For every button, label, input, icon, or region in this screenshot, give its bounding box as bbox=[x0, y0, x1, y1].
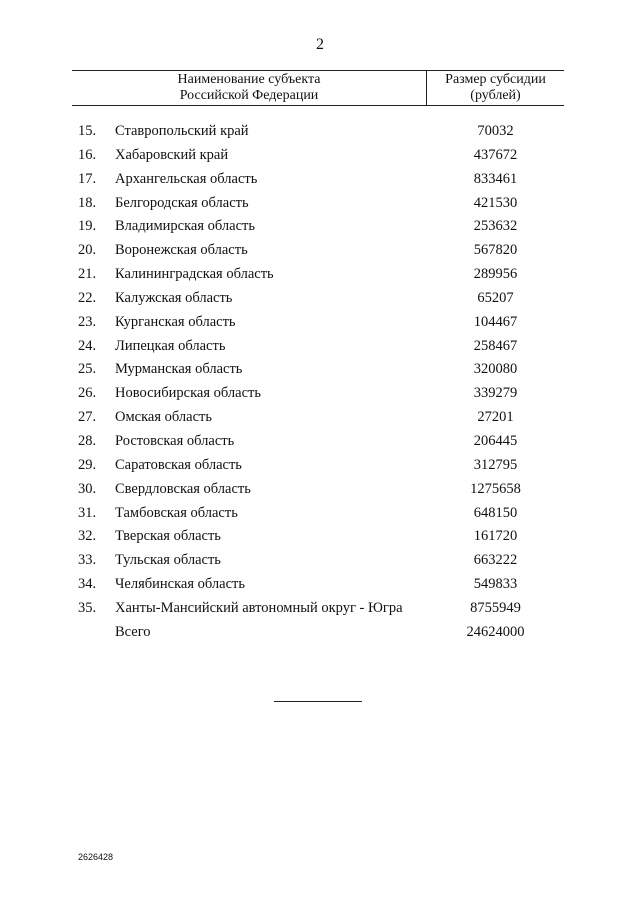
row-subsidy-value: 27201 bbox=[477, 409, 514, 426]
table-row bbox=[0, 407, 640, 431]
row-number: 18. bbox=[78, 194, 97, 211]
header-subsidy-line1: Размер субсидии bbox=[445, 72, 546, 87]
row-number: 31. bbox=[78, 504, 97, 521]
row-subsidy-value: 567820 bbox=[473, 242, 518, 259]
row-subsidy-value: 648150 bbox=[473, 504, 518, 521]
row-number: 34. bbox=[78, 576, 97, 593]
row-region-name: Хабаровский край bbox=[115, 146, 229, 163]
table-row bbox=[0, 526, 640, 550]
table-row bbox=[0, 431, 640, 455]
table-row bbox=[0, 121, 640, 145]
row-subsidy-value: 65207 bbox=[477, 289, 514, 306]
row-region-name: Белгородская область bbox=[115, 194, 249, 211]
table-header bbox=[72, 70, 564, 106]
table-row bbox=[0, 216, 640, 240]
row-number: 33. bbox=[78, 552, 97, 569]
table-row bbox=[0, 455, 640, 479]
header-region-name-line2: Российской Федерации bbox=[179, 88, 319, 103]
row-region-name: Тверская область bbox=[115, 528, 221, 545]
row-subsidy-value: 258467 bbox=[473, 337, 518, 354]
row-region-name: Калининградская область bbox=[115, 266, 274, 283]
table-row bbox=[0, 169, 640, 193]
table-row bbox=[0, 312, 640, 336]
row-region-name: Липецкая область bbox=[115, 337, 226, 354]
row-region-name: Ставропольский край bbox=[115, 123, 249, 139]
row-number: 32. bbox=[78, 528, 97, 545]
row-number: 35. bbox=[78, 599, 97, 616]
row-region-name: Тамбовская область bbox=[115, 504, 238, 521]
row-number: 30. bbox=[78, 480, 97, 497]
row-region-name: Всего bbox=[115, 623, 151, 640]
row-subsidy-value: 161720 bbox=[473, 528, 518, 545]
row-region-name: Ханты-Мансийский автономный округ - Югра bbox=[115, 599, 403, 616]
row-number: 28. bbox=[78, 432, 97, 449]
document-code: 2626428 bbox=[78, 852, 114, 862]
row-subsidy-value: 70032 bbox=[477, 123, 514, 139]
row-number: 15. bbox=[78, 123, 97, 139]
row-number: 16. bbox=[78, 146, 97, 163]
table-row bbox=[0, 598, 640, 622]
row-region-name: Архангельская область bbox=[115, 170, 258, 187]
row-number: 24. bbox=[78, 337, 97, 354]
row-subsidy-value: 549833 bbox=[473, 576, 518, 593]
table-row bbox=[0, 574, 640, 598]
row-region-name: Тульская область bbox=[115, 552, 221, 569]
table-row bbox=[0, 503, 640, 527]
footer-rule bbox=[274, 701, 362, 702]
table-row bbox=[0, 359, 640, 383]
row-region-name: Челябинская область bbox=[115, 576, 245, 593]
table-body bbox=[0, 121, 640, 646]
table-row bbox=[0, 336, 640, 360]
row-region-name: Свердловская область bbox=[115, 480, 251, 497]
header-subsidy-line2: (рублей) bbox=[470, 88, 521, 103]
row-subsidy-value: 1275658 bbox=[470, 480, 521, 497]
table-row bbox=[0, 288, 640, 312]
row-number: 19. bbox=[78, 218, 97, 235]
table-row bbox=[0, 193, 640, 217]
row-region-name: Омская область bbox=[115, 409, 212, 426]
table-row bbox=[0, 383, 640, 407]
header-subsidy-amount bbox=[427, 72, 564, 104]
row-subsidy-value: 8755949 bbox=[470, 599, 521, 616]
row-number: 27. bbox=[78, 409, 97, 426]
row-number: 25. bbox=[78, 361, 97, 378]
row-subsidy-value: 206445 bbox=[473, 432, 518, 449]
table-row bbox=[0, 240, 640, 264]
header-region-name-line1: Наименование субъекта bbox=[177, 72, 321, 87]
row-subsidy-value: 663222 bbox=[473, 552, 518, 569]
row-region-name: Калужская область bbox=[115, 289, 233, 306]
row-number: 17. bbox=[78, 170, 97, 187]
row-region-name: Ростовская область bbox=[115, 432, 235, 449]
row-region-name: Курганская область bbox=[115, 313, 236, 330]
row-subsidy-value: 421530 bbox=[473, 194, 518, 211]
row-subsidy-value: 104467 bbox=[473, 313, 518, 330]
row-number: 21. bbox=[78, 266, 97, 283]
row-subsidy-value: 833461 bbox=[473, 170, 518, 187]
table-row bbox=[0, 550, 640, 574]
row-number: 22. bbox=[78, 289, 97, 306]
row-subsidy-value: 437672 bbox=[473, 146, 518, 163]
table-row bbox=[0, 479, 640, 503]
row-number: 26. bbox=[78, 385, 97, 402]
row-region-name: Владимирская область bbox=[115, 218, 255, 235]
table-row bbox=[0, 264, 640, 288]
page-number: 2 bbox=[316, 36, 324, 53]
row-subsidy-value: 312795 bbox=[473, 456, 518, 473]
table-row bbox=[0, 145, 640, 169]
header-region-name bbox=[72, 72, 426, 104]
table-row-total bbox=[0, 622, 640, 646]
row-region-name: Саратовская область bbox=[115, 456, 242, 473]
row-subsidy-value: 289956 bbox=[473, 266, 518, 283]
row-region-name: Новосибирская область bbox=[115, 385, 261, 402]
row-subsidy-value: 339279 bbox=[473, 385, 518, 402]
row-region-name: Мурманская область bbox=[115, 361, 243, 378]
row-region-name: Воронежская область bbox=[115, 242, 248, 259]
row-subsidy-value: 24624000 bbox=[466, 623, 525, 640]
row-number: 20. bbox=[78, 242, 97, 259]
row-number: 23. bbox=[78, 313, 97, 330]
row-number: 29. bbox=[78, 456, 97, 473]
row-subsidy-value: 320080 bbox=[473, 361, 518, 378]
row-subsidy-value: 253632 bbox=[473, 218, 518, 235]
